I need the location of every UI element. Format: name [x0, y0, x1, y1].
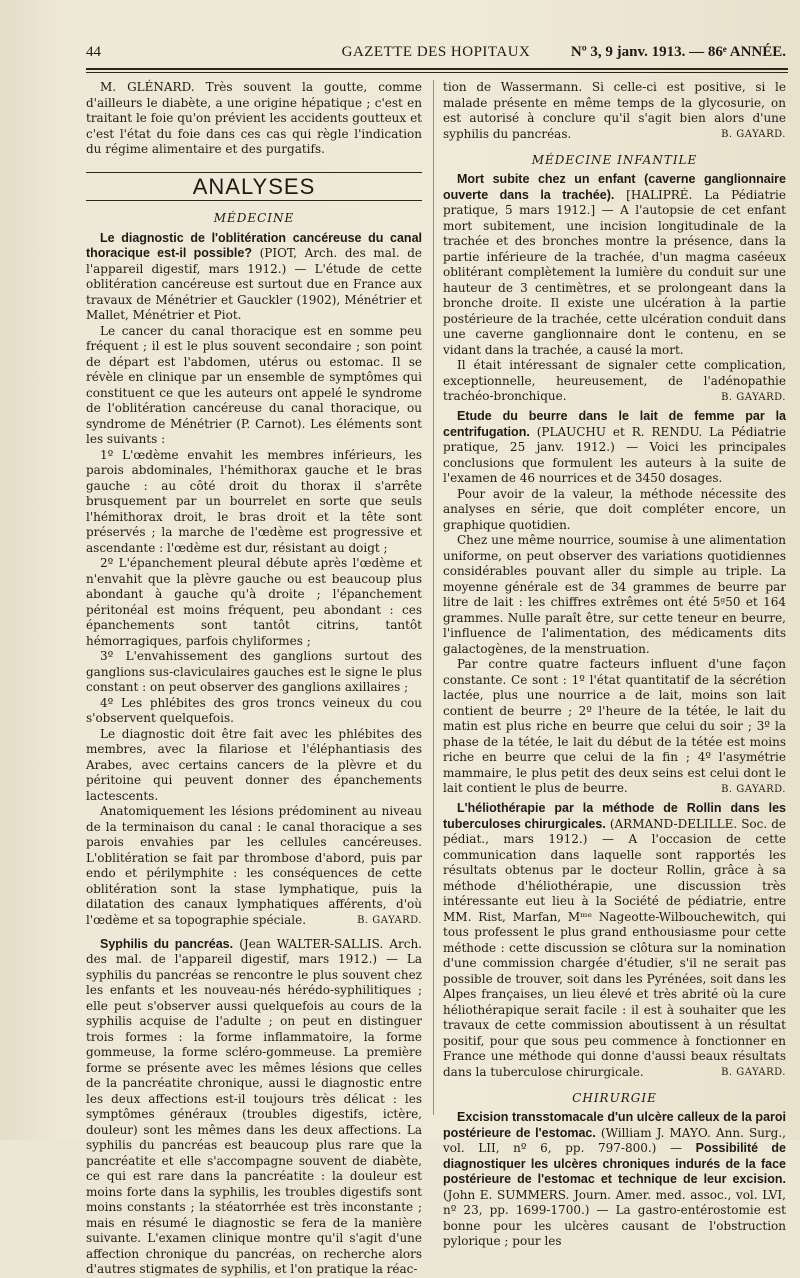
- right-column: [443, 80, 786, 1250]
- article-paragraph: Le cancer du canal thoracique est en somme peu fréquent ; il est le plus souvent secondaire ; son point de départ est l'abdomen, utérus ou estomac. Il se révèle en clinique par un ensemble de symptômes qui constituent ce que les auteurs ont appelé le syndrome de l'oblitération cancéreuse du canal thoracique, ou syndrome de Ménétrier (P. Carnot). Les éléments sont les suivants :: [86, 323, 422, 446]
- article-title: L'héliothérapie par la méthode de Rollin dans les tuberculoses chirurgicales.: [443, 801, 786, 831]
- article-paragraph: Syphilis du pancréas. (Jean WALTER-SALLIS. Arch. des mal. de l'appareil digestif, mars 1912.) — La syphilis du pancréas se rencontre le plus souvent chez les enfants et les nouveau-nés hérédo-syphilitiques ; elle peut s'observer aussi quelquefois au cours de la syphilis acquise de l'adulte ; on peut en distinguer trois formes : la forme inflammatoire, la forme gommeuse, la forme scléro-gommeuse. La première forme se présente avec les mêmes lésions que celles de la pancréatite chronique, aussi le diagnostic entre les deux affections est-il toujours très délicat : les symptômes généraux (troubles digestifs, ictère, douleur) sont les mêmes dans les deux affections. La syphilis du pancréas est beaucoup plus rare que la pancréatite et elle s'accompagne souvent de diabète, ce qui est rare dans la pancréatite : la douleur est moins forte dans la syphilis, les troubles digestifs sont moins constants ; la stéatorrhée est très inconstante ; mais en résumé le diagnostic se fera de la manière suivante. L'examen clinique montre qu'il s'agit d'une affection chronique du pancréas, on recherche alors d'autres stigmates de syphilis, et l'on pratique la réac-: [86, 936, 422, 1276]
- signature: B. GAYARD.: [721, 1067, 786, 1078]
- subsection-heading: MÉDECINE INFANTILE: [531, 152, 698, 167]
- article-paragraph: Etude du beurre dans le lait de femme par la centrifugation. (PLAUCHU et R. RENDU. La Pédiatrie pratique, 25 janv. 1912.) — Voici les principales conclusions que formulent les auteurs à la suite de l'examen de 46 nourrices et de 3450 dosages.: [443, 409, 786, 485]
- column-divider: [433, 80, 434, 1115]
- intro-paragraph: M. GLÉNARD. Très souvent la goutte, comme d'ailleurs le diabète, a une origine hépatique ; c'est en traitant le foie qu'on prévient les accidents goutteux et c'est l'état du foie dans ces cas qui règle l'indication du régime alimentaire et des purgatifs.: [86, 80, 422, 156]
- article-paragraph: 1º L'œdème envahit les membres inférieurs, les parois abdominales, l'hémithorax gauche et le bras gauche : au côté droit du thorax il s'arrête brusquement par un bourrelet en sorte que seuls l'hémithorax droit, le bras droit et la tête sont préservés ; la marche de l'œdème est progressive et ascendante : l'œdème est dur, résistant au doigt ;: [86, 447, 422, 555]
- article-paragraph: 4º Les phlébites des gros troncs veineux du cou s'observent quelquefois.: [86, 695, 422, 725]
- article-paragraph: 2º L'épanchement pleural débute après l'œdème et n'envahit que la plèvre gauche ou est beaucoup plus abondant à gauche qu'à droite ; l'épanchement péritonéal est moins fréquent, peu abondant : ces épanchements sont tantôt citrins, tantôt hémorragiques, parfois chyliformes ;: [86, 556, 422, 648]
- article-paragraph: tion de Wassermann. Si celle-ci est positive, si le malade présente en même temps de la glycosurie, on est autorisé à conclure qu'il s'agit bien alors d'une syphilis du pancréas.: [443, 80, 786, 141]
- article-paragraph: Le diagnostic doit être fait avec les phlébites des membres, avec la filariose et l'éléphantiasis des Arabes, avec certains cancers de la plèvre et du péritoine qui peuvent donner des épanchements lactescents.: [86, 726, 422, 803]
- section-heading: ANALYSES: [86, 172, 422, 202]
- article-title: Mort subite chez un enfant (caverne ganglionnaire ouverte dans la trachée).: [443, 172, 786, 202]
- left-column: [86, 80, 422, 1278]
- article-title: Syphilis du pancréas.: [100, 936, 234, 951]
- header-rule-thin: [86, 72, 788, 73]
- article-title: Le diagnostic de l'oblitération cancéreuse du canal thoracique est-il possible?: [86, 230, 422, 260]
- issue-date: Nº 3, 9 janv. 1913. — 86ᵉ ANNÉE.: [570, 44, 786, 60]
- subsection-heading: CHIRURGIE: [572, 1090, 657, 1105]
- article-paragraph: Mort subite chez un enfant (caverne ganglionnaire ouverte dans la trachée). [HALIPRÉ. La Pédiatrie pratique, 5 mars 1912.] — A l'autopsie de cet enfant mort subitement, une incision longitudinale de la trachée et des bronches montre la présence, dans la partie inférieure de la trachée, d'un magma caséeux oblitérant complètement la lumière du conduit sur une hauteur de 3 centimètres, et se prolongeant dans la bronche droite. Il existe une ulcération à la partie postérieure de la trachée, cette ulcération conduit dans une caverne ganglionnaire dont le contenu, en se vidant dans la trachée, a causé la mort.: [443, 172, 786, 357]
- article-title: Excision transstomacale d'un ulcère calleux de la paroi postérieure de l'estomac.: [443, 1110, 786, 1140]
- page-header: [86, 44, 786, 64]
- signature: B. GAYARD.: [721, 129, 786, 140]
- page-number: 44: [86, 44, 101, 60]
- article-paragraph: Excision transstomacale d'un ulcère calleux de la paroi postérieure de l'estomac. (William J. MAYO. Ann. Surg., vol. LII, nº 6, pp. 797-800.) — Possibilité de diagnostiquer les ulcères chroniques indurés de la face postérieure de l'estomac et technique de leur excision. (John E. SUMMERS. Journ. Amer. med. assoc., vol. LVI, nº 23, pp. 1699-1700.) — La gastro-entérostomie est bonne pour les ulcères causant de l'obstruction pylorique ; pour les: [443, 1110, 786, 1248]
- article-paragraph: 3º L'envahissement des ganglions surtout des ganglions sus-claviculaires gauches est le signe le plus constant : on peut observer des ganglions axillaires ;: [86, 649, 422, 694]
- article-paragraph: Le diagnostic de l'oblitération cancéreuse du canal thoracique est-il possible? (PIOT, Arch. des mal. de l'appareil digestif, mars 1912.) — L'étude de cette oblitération cancéreuse est surtout due en France aux travaux de Ménétrier et Gauckler (1902), Ménétrier et Mallet, Ménétrier et Piot.: [86, 230, 422, 322]
- signature: B. GAYARD.: [721, 783, 786, 795]
- article-paragraph: Il était intéressant de signaler cette complication, exceptionnelle, heureusement, de l'adénopathie trachéo-bronchique.: [443, 358, 786, 403]
- article-paragraph: Pour avoir de la valeur, la méthode nécessite des analyses en série, que doit compléter encore, un graphique quotidien.: [443, 486, 786, 532]
- article-title: Possibilité de diagnostiquer les ulcères chroniques indurés de la face postérieure de l'estomac et technique de leur excision.: [443, 1141, 786, 1186]
- article-paragraph: Anatomiquement les lésions prédominent au niveau de la terminaison du canal : le canal thoracique a ses parois envahies par les cellules cancéreuses. L'oblitération se fait par thrombose d'abord, puis par endo et périlymphite : les conséquences de cette oblitération sont la stase lymphatique, puis la dilatation des canaux lymphatiques afférents, d'où l'œdème et sa topographie spéciale.: [86, 804, 422, 927]
- subsection-heading: MÉDECINE: [213, 211, 295, 225]
- signature: B. GAYARD.: [357, 915, 422, 926]
- signature: B. GAYARD.: [721, 391, 786, 403]
- article-paragraph: L'héliothérapie par la méthode de Rollin dans les tuberculoses chirurgicales. (ARMAND-DELILLE. Soc. de pédiat., mars 1912.) — A l'occasion de cette communication dans laquelle sont rapportés les résultats obtenus par le docteur Rollin, grâce à sa méthode d'héliothérapie, une discussion très intéressante eut lieu à la Société de pédiatrie, entre MM. Rist, Marfan, Mᵐᵉ Nageotte-Wilbouchewitch, qui tous professent le plus grand enthousiasme pour cette méthode : cette discussion se clôtura sur la nomination d'une commission chargée d'étudier, s'il ne serait pas possible de trouver, soit dans les Pyrénées, soit dans les Alpes françaises, un lieu élevé et très abrité où la cure héliothérapique serait facile : il est à souhaiter que les travaux de cette commission aboutissent à un résultat positif, pour que sous peu commence à fonctionner en France une méthode qui donne d'aussi beaux résultats dans la tuberculose chirurgicale.: [443, 801, 787, 1079]
- header-rule: [86, 68, 788, 70]
- journal-title: GAZETTE DES HOPITAUX: [341, 44, 531, 60]
- article-title: Etude du beurre dans le lait de femme par la centrifugation.: [443, 409, 786, 439]
- article-paragraph: Par contre quatre facteurs influent d'une façon constante. Ce sont : 1º l'état quantitatif de la sécrétion lactée, plus une nourrice a de lait, moins son lait contient de beurre ; 2º l'heure de la tétée, le lait du matin est plus riche en beurre que celui du soir ; 3º la phase de la tétée, le lait du début de la tétée est moins riche en beurre que celui de la fin ; 4º l'asymétrie mammaire, le plus petit des deux seins est celui dont le lait contient le plus de beurre.: [443, 657, 786, 795]
- article-paragraph: Chez une même nourrice, soumise à une alimentation uniforme, on peut observer des variations quotidiennes considérables pouvant aller du simple au triple. La moyenne générale est de 34 grammes de beurre par litre de lait : les chiffres extrêmes ont été 5ᵍ50 et 164 grammes. Nulle paraît être, sur cette teneur en beurre, l'influence de l'alimentation, des médicaments dits galactogènes, de la menstruation.: [443, 533, 786, 656]
